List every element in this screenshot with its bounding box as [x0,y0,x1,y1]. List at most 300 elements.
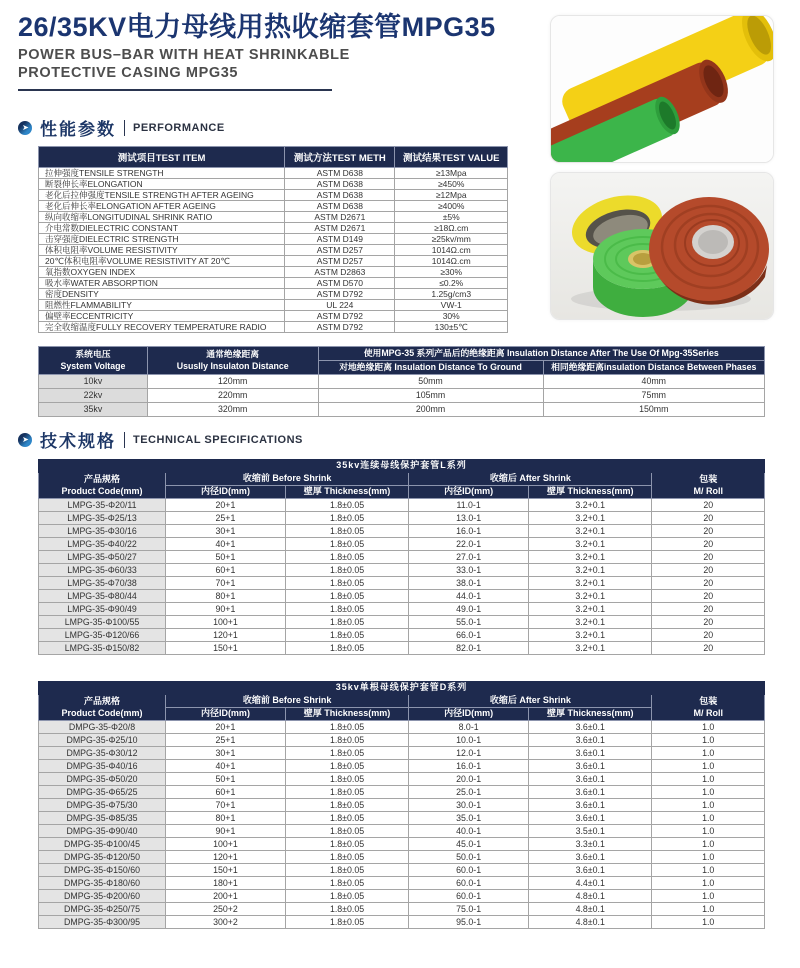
table-row [39,786,765,799]
table-cell: ASTM D638 [285,168,395,179]
table-row [39,825,765,838]
table-cell: 11.0-1 [409,499,529,512]
table-cell: 60+1 [166,564,286,577]
table-cell: 20+1 [166,721,286,734]
table-cell: 25+1 [166,734,286,747]
section-divider [124,120,125,136]
col-after-shrink: 收缩后 After Shrink [409,473,652,486]
table-cell: 3.2+0.1 [529,629,652,642]
col-product-code: 产品规格 Product Code(mm) [39,473,166,499]
table-row [39,864,765,877]
table-cell: 22.0-1 [409,538,529,551]
table-cell: 200+1 [166,890,286,903]
table-cell: 3.2+0.1 [529,642,652,655]
table-cell: 3.2+0.1 [529,603,652,616]
col-id-after: 内径ID(mm) [409,708,529,721]
table-cell: ≥450% [395,179,508,190]
table-cell: 20 [652,629,765,642]
table-cell: 70+1 [166,799,286,812]
table-cell: 3.5±0.1 [529,825,652,838]
table-cell: 1.8±0.05 [285,903,408,916]
table-cell: DMPG-35-Φ120/50 [39,851,166,864]
col-before-shrink: 收缩前 Before Shrink [166,473,409,486]
table-cell: 3.2+0.1 [529,538,652,551]
table-cell: 30% [395,311,508,322]
table-cell: 1.0 [652,864,765,877]
col-pack: 包装 M/ Roll [652,695,765,721]
table-cell: 密度DENSITY [39,289,285,300]
table-cell: LMPG-35-Φ80/44 [39,590,166,603]
table-cell: 49.0-1 [409,603,529,616]
table-cell: DMPG-35-Φ90/40 [39,825,166,838]
table-row [39,278,508,289]
table-cell: 1.0 [652,890,765,903]
table-header-row [39,695,765,708]
table-cell: 1.8±0.05 [285,564,408,577]
table-cell: ≥12Mpa [395,190,508,201]
l-table-title: 35kv连续母线保护套管L系列 [39,460,765,473]
table-cell: DMPG-35-Φ75/30 [39,799,166,812]
col-product-code: 产品规格 Product Code(mm) [39,695,166,721]
table-cell: 250+2 [166,903,286,916]
table-cell: 偏壁率ECCENTRICITY [39,311,285,322]
table-cell: DMPG-35-Φ180/60 [39,877,166,890]
table-cell: 1.8±0.05 [285,590,408,603]
table-row [39,851,765,864]
table-cell: 3.2+0.1 [529,564,652,577]
table-cell: 75.0-1 [409,903,529,916]
table-cell: 220mm [147,389,318,403]
table-cell: 70+1 [166,577,286,590]
table-row [39,603,765,616]
arrow-circle-icon: ➤ [18,121,32,135]
table-cell: 45.0-1 [409,838,529,851]
table-cell: 25+1 [166,512,286,525]
table-cell: 3.6±0.1 [529,864,652,877]
table-cell: 80+1 [166,812,286,825]
table-cell: 120mm [147,375,318,389]
table-cell: ≥13Mpa [395,168,508,179]
table-cell: 60+1 [166,786,286,799]
table-cell: 20 [652,512,765,525]
section-title-cn: 性能参数 [40,120,116,139]
table-cell: 40mm [543,375,764,389]
col-before-shrink: 收缩前 Before Shrink [166,695,409,708]
table-row [39,179,508,190]
table-cell: 1.0 [652,825,765,838]
table-cell: ASTM D2671 [285,223,395,234]
table-cell: 1.0 [652,747,765,760]
table-cell: ASTM D792 [285,311,395,322]
table-cell: 25.0-1 [409,786,529,799]
table-cell: 20 [652,551,765,564]
table-row [39,190,508,201]
table-cell: DMPG-35-Φ200/60 [39,890,166,903]
col-id-before: 内径ID(mm) [166,708,286,721]
table-cell: 35kv [39,403,148,417]
table-cell: 1.8±0.05 [285,773,408,786]
table-row [39,903,765,916]
table-cell: 100+1 [166,838,286,851]
col-thickness-before: 壁厚 Thickness(mm) [285,708,408,721]
table-cell: UL 224 [285,300,395,311]
d-table-title: 35kv单根母线保护套管D系列 [39,682,765,695]
heat-shrink-rolls-photo [550,172,774,320]
table-header-row [39,147,508,168]
table-cell: ASTM D792 [285,322,395,333]
table-cell: 16.0-1 [409,525,529,538]
table-cell: ASTM D2671 [285,212,395,223]
table-cell: ≥400% [395,201,508,212]
page-title: 26/35KV电力母线用热收缩套管MPG35 [18,12,496,42]
table-cell: 12.0-1 [409,747,529,760]
table-cell: 320mm [147,403,318,417]
col-test-meth: 测试方法TEST METH [285,147,395,168]
table-cell: 20 [652,616,765,629]
table-row [39,245,508,256]
section-title-en: PERFORMANCE [133,121,225,134]
table-cell: 10.0-1 [409,734,529,747]
table-row [39,168,508,179]
table-cell: DMPG-35-Φ150/60 [39,864,166,877]
table-cell: 120+1 [166,629,286,642]
table-cell: LMPG-35-Φ50/27 [39,551,166,564]
table-cell: 50+1 [166,551,286,564]
table-row [39,289,508,300]
table-cell: 1.0 [652,799,765,812]
table-cell: 1.8±0.05 [285,799,408,812]
table-cell: LMPG-35-Φ150/82 [39,642,166,655]
table-cell: 3.6±0.1 [529,812,652,825]
table-cell: ASTM D149 [285,234,395,245]
table-cell: 20+1 [166,499,286,512]
table-cell: 100+1 [166,616,286,629]
product-photos [550,15,774,329]
table-cell: 40+1 [166,760,286,773]
table-row [39,234,508,245]
table-cell: 1.0 [652,734,765,747]
table-cell: DMPG-35-Φ30/12 [39,747,166,760]
table-cell: DMPG-35-Φ100/45 [39,838,166,851]
col-after-shrink: 收缩后 After Shrink [409,695,652,708]
table-cell: 30.0-1 [409,799,529,812]
table-cell: 3.6±0.1 [529,747,652,760]
table-row [39,629,765,642]
table-cell: 1.0 [652,838,765,851]
table-cell: 3.2+0.1 [529,616,652,629]
table-cell: 1.8±0.05 [285,786,408,799]
table-cell: LMPG-35-Φ20/11 [39,499,166,512]
table-cell: 120+1 [166,851,286,864]
table-cell: ≥18Ω.cm [395,223,508,234]
table-cell: DMPG-35-Φ300/95 [39,916,166,929]
table-cell: 44.0-1 [409,590,529,603]
table-cell: 130±5℃ [395,322,508,333]
table-cell: 30+1 [166,747,286,760]
table-cell: 20 [652,590,765,603]
col-id-after: 内径ID(mm) [409,486,529,499]
table-row [39,734,765,747]
table-cell: 20℃体积电阻率VOLUME RESISTIVITY AT 20℃ [39,256,285,267]
table-cell: 22kv [39,389,148,403]
table-cell: 38.0-1 [409,577,529,590]
table-cell: 20 [652,564,765,577]
page-subtitle [18,47,538,82]
col-after-use-group: 使用MPG-35 系列产品后的绝缘距离 Insulation Distance After The Use Of Mpg-35Series [318,347,765,361]
table-cell: 1.8±0.05 [285,603,408,616]
table-cell: 27.0-1 [409,551,529,564]
table-cell: 1.8±0.05 [285,760,408,773]
table-row [39,538,765,551]
table-cell: 75mm [543,389,764,403]
table-cell: 40+1 [166,538,286,551]
table-cell: 3.6±0.1 [529,773,652,786]
table-row [39,760,765,773]
table-row [39,642,765,655]
table-cell: 3.2+0.1 [529,499,652,512]
table-cell: 断裂伸长率ELONGATION [39,179,285,190]
table-cell: 1.8±0.05 [285,616,408,629]
table-cell: 90+1 [166,825,286,838]
table-cell: ASTM D2863 [285,267,395,278]
table-cell: 3.6±0.1 [529,760,652,773]
col-to-ground: 对地绝缘距离 Insulation Distance To Ground [318,361,543,375]
table-cell: 拉伸强度TENSILE STRENGTH [39,168,285,179]
table-row [39,212,508,223]
table-row [39,799,765,812]
table-cell: 60.0-1 [409,864,529,877]
table-cell: 3.2+0.1 [529,577,652,590]
arrow-circle-icon: ➤ [18,433,32,447]
heat-shrink-tubes-photo [550,15,774,163]
col-usual-distance: 通常绝缘距离 Ususlly Insulaton Distance [147,347,318,375]
table-cell: ASTM D257 [285,245,395,256]
table-row [39,877,765,890]
table-cell: 40.0-1 [409,825,529,838]
table-cell: ASTM D638 [285,179,395,190]
table-cell: 1014Ω.cm [395,256,508,267]
table-cell: 1.8±0.05 [285,551,408,564]
table-cell: 1.8±0.05 [285,864,408,877]
table-cell: 1.8±0.05 [285,525,408,538]
table-header-row [39,473,765,486]
table-cell: 1.8±0.05 [285,916,408,929]
table-cell: 13.0-1 [409,512,529,525]
table-cell: 3.3±0.1 [529,838,652,851]
table-cell: 20.0-1 [409,773,529,786]
table-cell: 1.0 [652,812,765,825]
col-between-phases: 相同绝缘距离insulation Distance Between Phases [543,361,764,375]
table-cell: 1.8±0.05 [285,877,408,890]
section-title-en: TECHNICAL SPECIFICATIONS [133,433,303,446]
table-row [39,267,508,278]
table-row [39,201,508,212]
table-cell: 8.0-1 [409,721,529,734]
table-cell: 180+1 [166,877,286,890]
table-cell: 1.8±0.05 [285,812,408,825]
table-cell: 3.6±0.1 [529,721,652,734]
table-cell: 1.8±0.05 [285,721,408,734]
table-row [39,616,765,629]
table-cell: 150mm [543,403,764,417]
table-cell: 1.8±0.05 [285,838,408,851]
table-cell: 20 [652,525,765,538]
table-cell: 完全收缩温度FULLY RECOVERY TEMPERATURE RADIO [39,322,285,333]
table-cell: DMPG-35-Φ40/16 [39,760,166,773]
table-row [39,375,765,389]
table-caption-row [39,460,765,473]
table-row [39,747,765,760]
table-cell: 1.8±0.05 [285,499,408,512]
table-cell: 1.8±0.05 [285,747,408,760]
table-cell: 33.0-1 [409,564,529,577]
table-header-row [39,347,765,361]
performance-table [38,146,508,333]
table-cell: ASTM D257 [285,256,395,267]
tubes-illustration [551,16,773,162]
table-row [39,223,508,234]
voltage-table-body [39,375,765,417]
table-cell: 3.2+0.1 [529,525,652,538]
table-cell: 1.25g/cm3 [395,289,508,300]
table-cell: 35.0-1 [409,812,529,825]
subtitle-line-1: POWER BUS–BAR WITH HEAT SHRINKABLE [18,47,350,64]
table-cell: 20 [652,499,765,512]
d-series-table [38,681,765,929]
table-cell: 1.8±0.05 [285,577,408,590]
table-row [39,773,765,786]
table-cell: 4.8±0.1 [529,916,652,929]
table-cell: 1.8±0.05 [285,538,408,551]
table-cell: 20 [652,538,765,551]
table-cell: 20 [652,577,765,590]
table-cell: ≥30% [395,267,508,278]
table-cell: 50mm [318,375,543,389]
col-pack: 包装 M/ Roll [652,473,765,499]
col-test-item: 测试项目TEST ITEM [39,147,285,168]
table-cell: 90+1 [166,603,286,616]
col-test-value: 测试结果TEST VALUE [395,147,508,168]
table-row [39,499,765,512]
subtitle-line-2: PROTECTIVE CASING MPG35 [18,64,239,81]
table-cell: 3.6±0.1 [529,799,652,812]
table-cell: 1.0 [652,786,765,799]
table-cell: 1.0 [652,760,765,773]
table-cell: 20 [652,603,765,616]
table-cell: ASTM D638 [285,201,395,212]
table-cell: 105mm [318,389,543,403]
table-cell: LMPG-35-Φ70/38 [39,577,166,590]
table-cell: LMPG-35-Φ30/16 [39,525,166,538]
table-cell: ASTM D570 [285,278,395,289]
table-cell: 82.0-1 [409,642,529,655]
table-cell: 30+1 [166,525,286,538]
insulation-distance-table [38,346,765,417]
table-cell: 1.0 [652,773,765,786]
table-cell: 3.2+0.1 [529,590,652,603]
table-cell: 4.8±0.1 [529,890,652,903]
table-cell: 1.8±0.05 [285,512,408,525]
table-row [39,256,508,267]
table-cell: 1.8±0.05 [285,890,408,903]
col-system-voltage: 系统电压 System Voltage [39,347,148,375]
table-cell: 200mm [318,403,543,417]
table-cell: 10kv [39,375,148,389]
table-row [39,551,765,564]
table-cell: 氧指数OXYGEN INDEX [39,267,285,278]
page-header [18,12,538,91]
table-cell: 3.6±0.1 [529,734,652,747]
table-cell: 老化后伸长率ELONGATION AFTER AGEING [39,201,285,212]
table-cell: 1.8±0.05 [285,825,408,838]
table-cell: VW-1 [395,300,508,311]
table-cell: 4.4±0.1 [529,877,652,890]
table-row [39,300,508,311]
table-row [39,311,508,322]
table-row [39,564,765,577]
table-cell: LMPG-35-Φ40/22 [39,538,166,551]
table-row [39,721,765,734]
table-cell: 3.6±0.1 [529,851,652,864]
table-cell: LMPG-35-Φ90/49 [39,603,166,616]
table-row [39,916,765,929]
table-cell: DMPG-35-Φ20/8 [39,721,166,734]
col-thickness-before: 壁厚 Thickness(mm) [285,486,408,499]
table-cell: 1.8±0.05 [285,642,408,655]
performance-table-body [39,168,508,333]
table-row [39,838,765,851]
table-row [39,812,765,825]
l-table-body [39,499,765,655]
table-row [39,525,765,538]
table-row [39,577,765,590]
table-cell: 3.6±0.1 [529,786,652,799]
table-cell: ≤0.2% [395,278,508,289]
table-row [39,403,765,417]
l-series-table [38,459,765,655]
table-cell: 3.2+0.1 [529,512,652,525]
col-thickness-after: 壁厚 Thickness(mm) [529,708,652,721]
table-cell: 20 [652,642,765,655]
table-cell: 1.8±0.05 [285,851,408,864]
table-cell: ≥25kv/mm [395,234,508,245]
table-cell: 16.0-1 [409,760,529,773]
table-cell: DMPG-35-Φ85/35 [39,812,166,825]
table-cell: 1.8±0.05 [285,629,408,642]
table-cell: LMPG-35-Φ60/33 [39,564,166,577]
table-cell: 60.0-1 [409,877,529,890]
table-cell: 3.2+0.1 [529,551,652,564]
table-cell: 80+1 [166,590,286,603]
table-cell: ±5% [395,212,508,223]
table-cell: DMPG-35-Φ25/10 [39,734,166,747]
section-tech-specs [18,427,303,452]
table-cell: 1.0 [652,851,765,864]
rolls-illustration [551,173,773,319]
table-cell: 1014Ω.cm [395,245,508,256]
table-cell: LMPG-35-Φ120/66 [39,629,166,642]
table-cell: ASTM D638 [285,190,395,201]
table-cell: 60.0-1 [409,890,529,903]
table-cell: 1.8±0.05 [285,734,408,747]
table-cell: 老化后拉伸强度TENSILE STRENGTH AFTER AGEING [39,190,285,201]
table-row [39,512,765,525]
table-row [39,322,508,333]
table-cell: 击穿强度DIELECTRIC STRENGTH [39,234,285,245]
table-cell: 体积电阻率VOLUME RESISTIVITY [39,245,285,256]
table-cell: ASTM D792 [285,289,395,300]
table-cell: 1.0 [652,916,765,929]
